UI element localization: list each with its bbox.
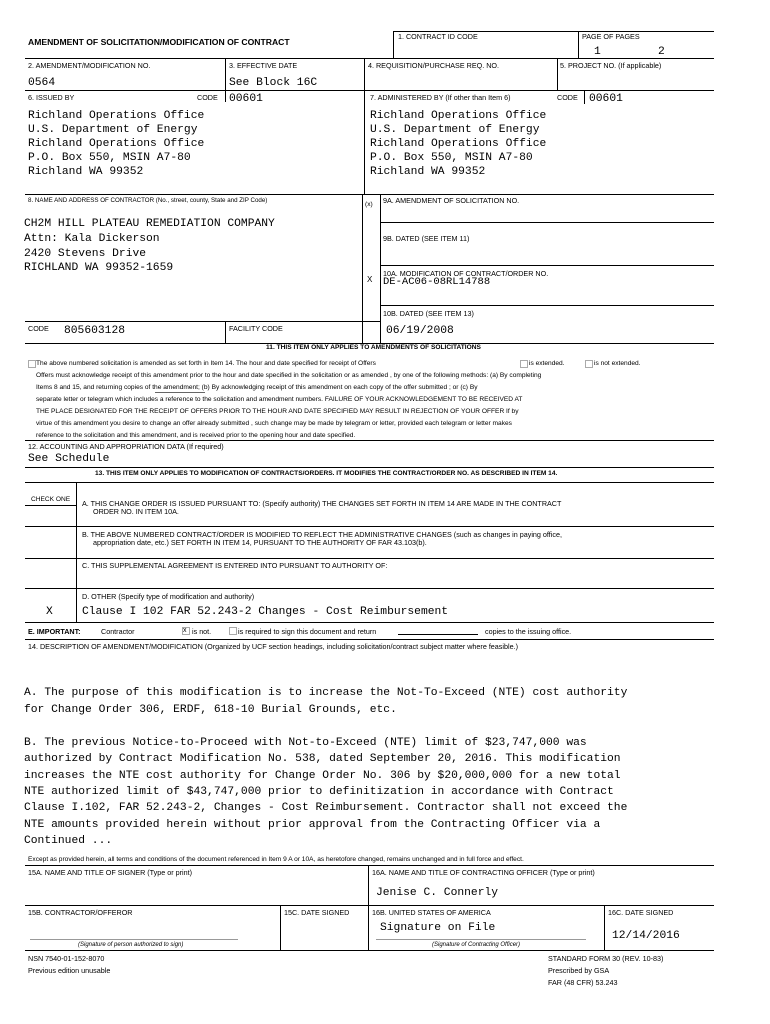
rule	[225, 90, 226, 102]
contract-number: DE-AC06-08RL14788	[383, 276, 491, 288]
usa-label: 16B. UNITED STATES OF AMERICA	[372, 908, 491, 917]
description-line: increases the NTE cost authority for Change Order No. 306 by $20,000,000 for a new total	[24, 770, 621, 782]
nsn-label: NSN 7540-01-152-8070	[28, 954, 105, 963]
project-no-label: 5. PROJECT NO. (If applicable)	[560, 61, 662, 70]
previous-edition-label: Previous edition unusable	[28, 966, 111, 975]
accounting-label: 12. ACCOUNTING AND APPROPRIATION DATA (If required)	[28, 442, 224, 451]
date-signed-16c-value: 12/14/2016	[612, 930, 680, 942]
rule	[25, 905, 714, 906]
block11-amended-checkbox	[28, 360, 36, 368]
block11-text-line: separate letter or telegram which includes a reference to the solicitation and amendment numbers. FAILURE OF YOUR ACKNOWLEDGEMENT TO BE RECEIVED AT	[36, 396, 523, 403]
rule	[76, 482, 77, 622]
signer-label: 15A. NAME AND TITLE OF SIGNER (Type or print)	[28, 868, 193, 877]
rule	[578, 31, 579, 58]
far-label: FAR (48 CFR) 53.243	[548, 978, 618, 987]
item13b-text: B. THE ABOVE NUMBERED CONTRACT/ORDER IS MODIFIED TO REFLECT THE ADMINISTRATIVE CHANGES (such as changes in paying office,	[82, 530, 562, 539]
contractor-code: 805603128	[64, 325, 126, 337]
description-line: NTE authorized limit of $43,747,000 prior to definitization in accordance with Contract	[24, 786, 614, 798]
block11-text-line: The above numbered solicitation is amended as set forth in Item 14. The hour and date specified for receipt of Offers	[36, 360, 376, 367]
rule	[25, 558, 714, 559]
amendment-no-value: 0564	[28, 77, 56, 89]
copies-to-label: copies to the issuing office.	[485, 627, 572, 636]
description-line: Clause I.102, FAR 52.243-2, Changes - Cost Reimbursement. Contractor shall not exceed the	[24, 802, 628, 814]
description-line: A. The purpose of this modification is to increase the Not-To-Exceed (NTE) cost authority	[24, 687, 628, 699]
rule	[25, 622, 714, 623]
rule	[557, 58, 558, 90]
requisition-label: 4. REQUISITION/PURCHASE REQ. NO.	[368, 61, 499, 70]
item13b-text: appropriation date, etc.) SET FORTH IN ITEM 14, PURSUANT TO THE AUTHORITY OF FAR 43.103(b).	[93, 538, 427, 547]
issued-by-code-label: CODE	[197, 93, 218, 102]
description-line: authorized by Contract Modification No. 538, dated September 20, 2016. This modification	[24, 753, 621, 765]
signature-on-file: Signature on File	[380, 922, 496, 934]
administered-by-address-line: U.S. Department of Energy	[370, 124, 540, 136]
rule	[380, 305, 714, 306]
issued-by-address-line: U.S. Department of Energy	[28, 124, 198, 136]
rule	[364, 58, 365, 90]
copies-blank	[398, 634, 478, 635]
facility-code-label: FACILITY CODE	[229, 324, 283, 333]
contractor-address-line: 2420 Stevens Drive	[24, 248, 147, 260]
contractor-address-line: RICHLAND WA 99352-1659	[24, 262, 174, 274]
rule	[25, 526, 714, 527]
page-count: 2	[658, 46, 665, 58]
block11-text-line: Items 8 and 15, and returning copies of the amendment; (b) By acknowledging receipt of this amendment on each copy of the offer submitted ; or (c) By	[36, 384, 478, 391]
page-number: 1	[594, 46, 601, 58]
contractor-word: Contractor	[101, 627, 135, 636]
date-signed-15c-label: 15C. DATE SIGNED	[284, 908, 350, 917]
issued-by-label: 6. ISSUED BY	[28, 93, 75, 102]
not-extended-checkbox	[585, 360, 593, 368]
signature-line	[376, 939, 586, 940]
effective-date-label: 3. EFFECTIVE DATE	[229, 61, 298, 70]
rule	[380, 194, 381, 343]
rule	[25, 467, 714, 468]
rule	[604, 905, 605, 950]
contractor-offeror-label: 15B. CONTRACTOR/OFFEROR	[28, 908, 133, 917]
signature-line	[30, 939, 238, 940]
contract-id-code-label: 1. CONTRACT ID CODE	[398, 32, 478, 41]
x-column-label: (x)	[365, 201, 373, 208]
amendment-no-label: 2. AMENDMENT/MODIFICATION NO.	[28, 61, 151, 70]
issued-by-address-line: Richland WA 99352	[28, 166, 144, 178]
item13c-text: C. THIS SUPPLEMENTAL AGREEMENT IS ENTERED INTO PURSUANT TO AUTHORITY OF:	[82, 561, 388, 570]
sig-person-label: (Signature of person authorized to sign)	[78, 942, 184, 948]
dated-10b-label: 10B. DATED (SEE ITEM 13)	[383, 309, 474, 318]
administered-by-label: 7. ADMINISTERED BY (If other than Item 6)	[370, 93, 511, 102]
prescribed-label: Prescribed by GSA	[548, 966, 610, 975]
is-required-checkbox	[229, 627, 237, 635]
description-line: B. The previous Notice-to-Proceed with Not-to-Exceed (NTE) limit of $23,747,000 was	[24, 737, 587, 749]
block11-text-line: Offers must acknowledge receipt of this amendment prior to the hour and date specified in the solicitation or as amended , by one of the following methods: (a) By completing	[36, 372, 542, 379]
item13d-check: X	[46, 606, 53, 618]
is-required-label: is required to sign this document and return	[238, 627, 377, 636]
item13d-value: Clause I 102 FAR 52.243-2 Changes - Cost Reimbursement	[82, 606, 449, 618]
dated-10b-value: 06/19/2008	[386, 325, 454, 337]
issued-by-code: 00601	[229, 93, 263, 105]
block11-title: 11. THIS ITEM ONLY APPLIES TO AMENDMENTS OF SOLICITATIONS	[266, 344, 481, 351]
rule	[25, 482, 714, 483]
contractor-code-label: CODE	[28, 324, 49, 333]
rule	[584, 90, 585, 104]
mod-contract-check: X	[367, 275, 373, 284]
except-text: Except as provided herein, all terms and conditions of the document referenced in Item 9 A or 10A, as heretofore changed, remains unchanged and in full force and effect.	[28, 856, 524, 863]
rule	[25, 588, 714, 589]
contractor-label: 8. NAME AND ADDRESS OF CONTRACTOR (No., street, county, State and ZIP Code)	[28, 197, 268, 204]
administered-by-address-line: Richland Operations Office	[370, 138, 547, 150]
issued-by-address-line: Richland Operations Office	[28, 110, 205, 122]
rule	[364, 90, 365, 194]
item13d-text: D. OTHER (Specify type of modification and authority)	[82, 592, 255, 601]
mod-contract-label: 10A. MODIFICATION OF CONTRACT/ORDER NO.	[383, 269, 549, 278]
block11-text-line: THE PLACE DESIGNATED FOR THE RECEIPT OF OFFERS PRIOR TO THE HOUR AND DATE SPECIFIED MAY RESULT IN REJECTION OF YOUR OFFER If by	[36, 408, 519, 415]
issued-by-address-line: P.O. Box 550, MSIN A7-80	[28, 152, 191, 164]
rule	[280, 905, 281, 950]
standard-form-label: STANDARD FORM 30 (REV. 10-83)	[548, 954, 664, 963]
important-label: E. IMPORTANT:	[28, 627, 81, 636]
contracting-officer-label: 16A. NAME AND TITLE OF CONTRACTING OFFICER (Type or print)	[372, 868, 595, 877]
rule	[25, 58, 714, 59]
is-not-label: is not.	[192, 627, 212, 636]
check-one-label: CHECK ONE	[31, 496, 71, 503]
contractor-address-line: Attn: Kala Dickerson	[24, 233, 160, 245]
description-line: Continued ...	[24, 835, 113, 847]
rule	[368, 865, 369, 950]
block11-text-line: reference to the solicitation and this amendment, and is received prior to the opening hour and date specified.	[36, 432, 356, 439]
description-line: for Change Order 306, ERDF, 618-10 Burial Grounds, etc.	[24, 704, 397, 716]
accounting-value: See Schedule	[28, 453, 110, 465]
rule	[25, 90, 714, 91]
rule	[380, 265, 714, 266]
is-not-extended-label: is not extended.	[594, 360, 641, 367]
page-of-pages-label: PAGE OF PAGES	[582, 32, 640, 41]
rule	[225, 58, 226, 90]
is-not-mark: x	[183, 627, 187, 634]
rule	[25, 639, 714, 640]
is-extended-label: is extended.	[529, 360, 565, 367]
administered-by-code: 00601	[589, 93, 623, 105]
rule	[25, 865, 714, 866]
description-line: NTE amounts provided herein without prior approval from the Contracting Officer via a	[24, 819, 601, 831]
effective-date-value: See Block 16C	[229, 77, 318, 89]
form-title: AMENDMENT OF SOLICITATION/MODIFICATION OF CONTRACT	[28, 37, 290, 47]
copies-blank	[155, 392, 205, 393]
rule	[25, 440, 714, 441]
administered-by-code-label: CODE	[557, 93, 578, 102]
rule	[25, 950, 714, 951]
rule	[380, 222, 714, 223]
sig-officer-label: (Signature of Contracting Officer)	[432, 942, 521, 948]
rule	[225, 321, 226, 343]
block13-title: 13. THIS ITEM ONLY APPLIES TO MODIFICATION OF CONTRACTS/ORDERS. IT MODIFIES THE CONTRACT/ORDER NO. AS DESCRIBED IN ITEM 14.	[95, 470, 558, 477]
description-label: 14. DESCRIPTION OF AMENDMENT/MODIFICATION (Organized by UCF section headings, including solicitation/contract subject matter where feasible.)	[28, 642, 518, 651]
contracting-officer-name: Jenise C. Connerly	[376, 887, 499, 899]
date-signed-16c-label: 16C. DATE SIGNED	[608, 908, 674, 917]
rule	[25, 505, 76, 506]
administered-by-address-line: Richland WA 99352	[370, 166, 486, 178]
amendment-solicitation-label: 9A. AMENDMENT OF SOLICITATION NO.	[383, 196, 520, 205]
block11-text-line: virtue of this amendment you desire to change an offer already submitted , such change may be made by telegram or letter, provided each telegram or letter makes	[36, 420, 512, 427]
item13a-text: ORDER NO. IN ITEM 10A.	[93, 507, 179, 516]
administered-by-address-line: P.O. Box 550, MSIN A7-80	[370, 152, 533, 164]
item13a-text: A. THIS CHANGE ORDER IS ISSUED PURSUANT TO: (Specify authority) THE CHANGES SET FORTH IN ITEM 14 ARE MADE IN THE CONTRACT	[82, 499, 562, 508]
dated-9b-label: 9B. DATED (SEE ITEM 11)	[383, 234, 470, 243]
administered-by-address-line: Richland Operations Office	[370, 110, 547, 122]
rule	[362, 194, 363, 343]
issued-by-address-line: Richland Operations Office	[28, 138, 205, 150]
rule	[393, 31, 394, 58]
rule	[25, 194, 714, 195]
extended-checkbox	[520, 360, 528, 368]
rule	[25, 321, 380, 322]
contractor-address-line: CH2M HILL PLATEAU REMEDIATION COMPANY	[24, 218, 275, 230]
